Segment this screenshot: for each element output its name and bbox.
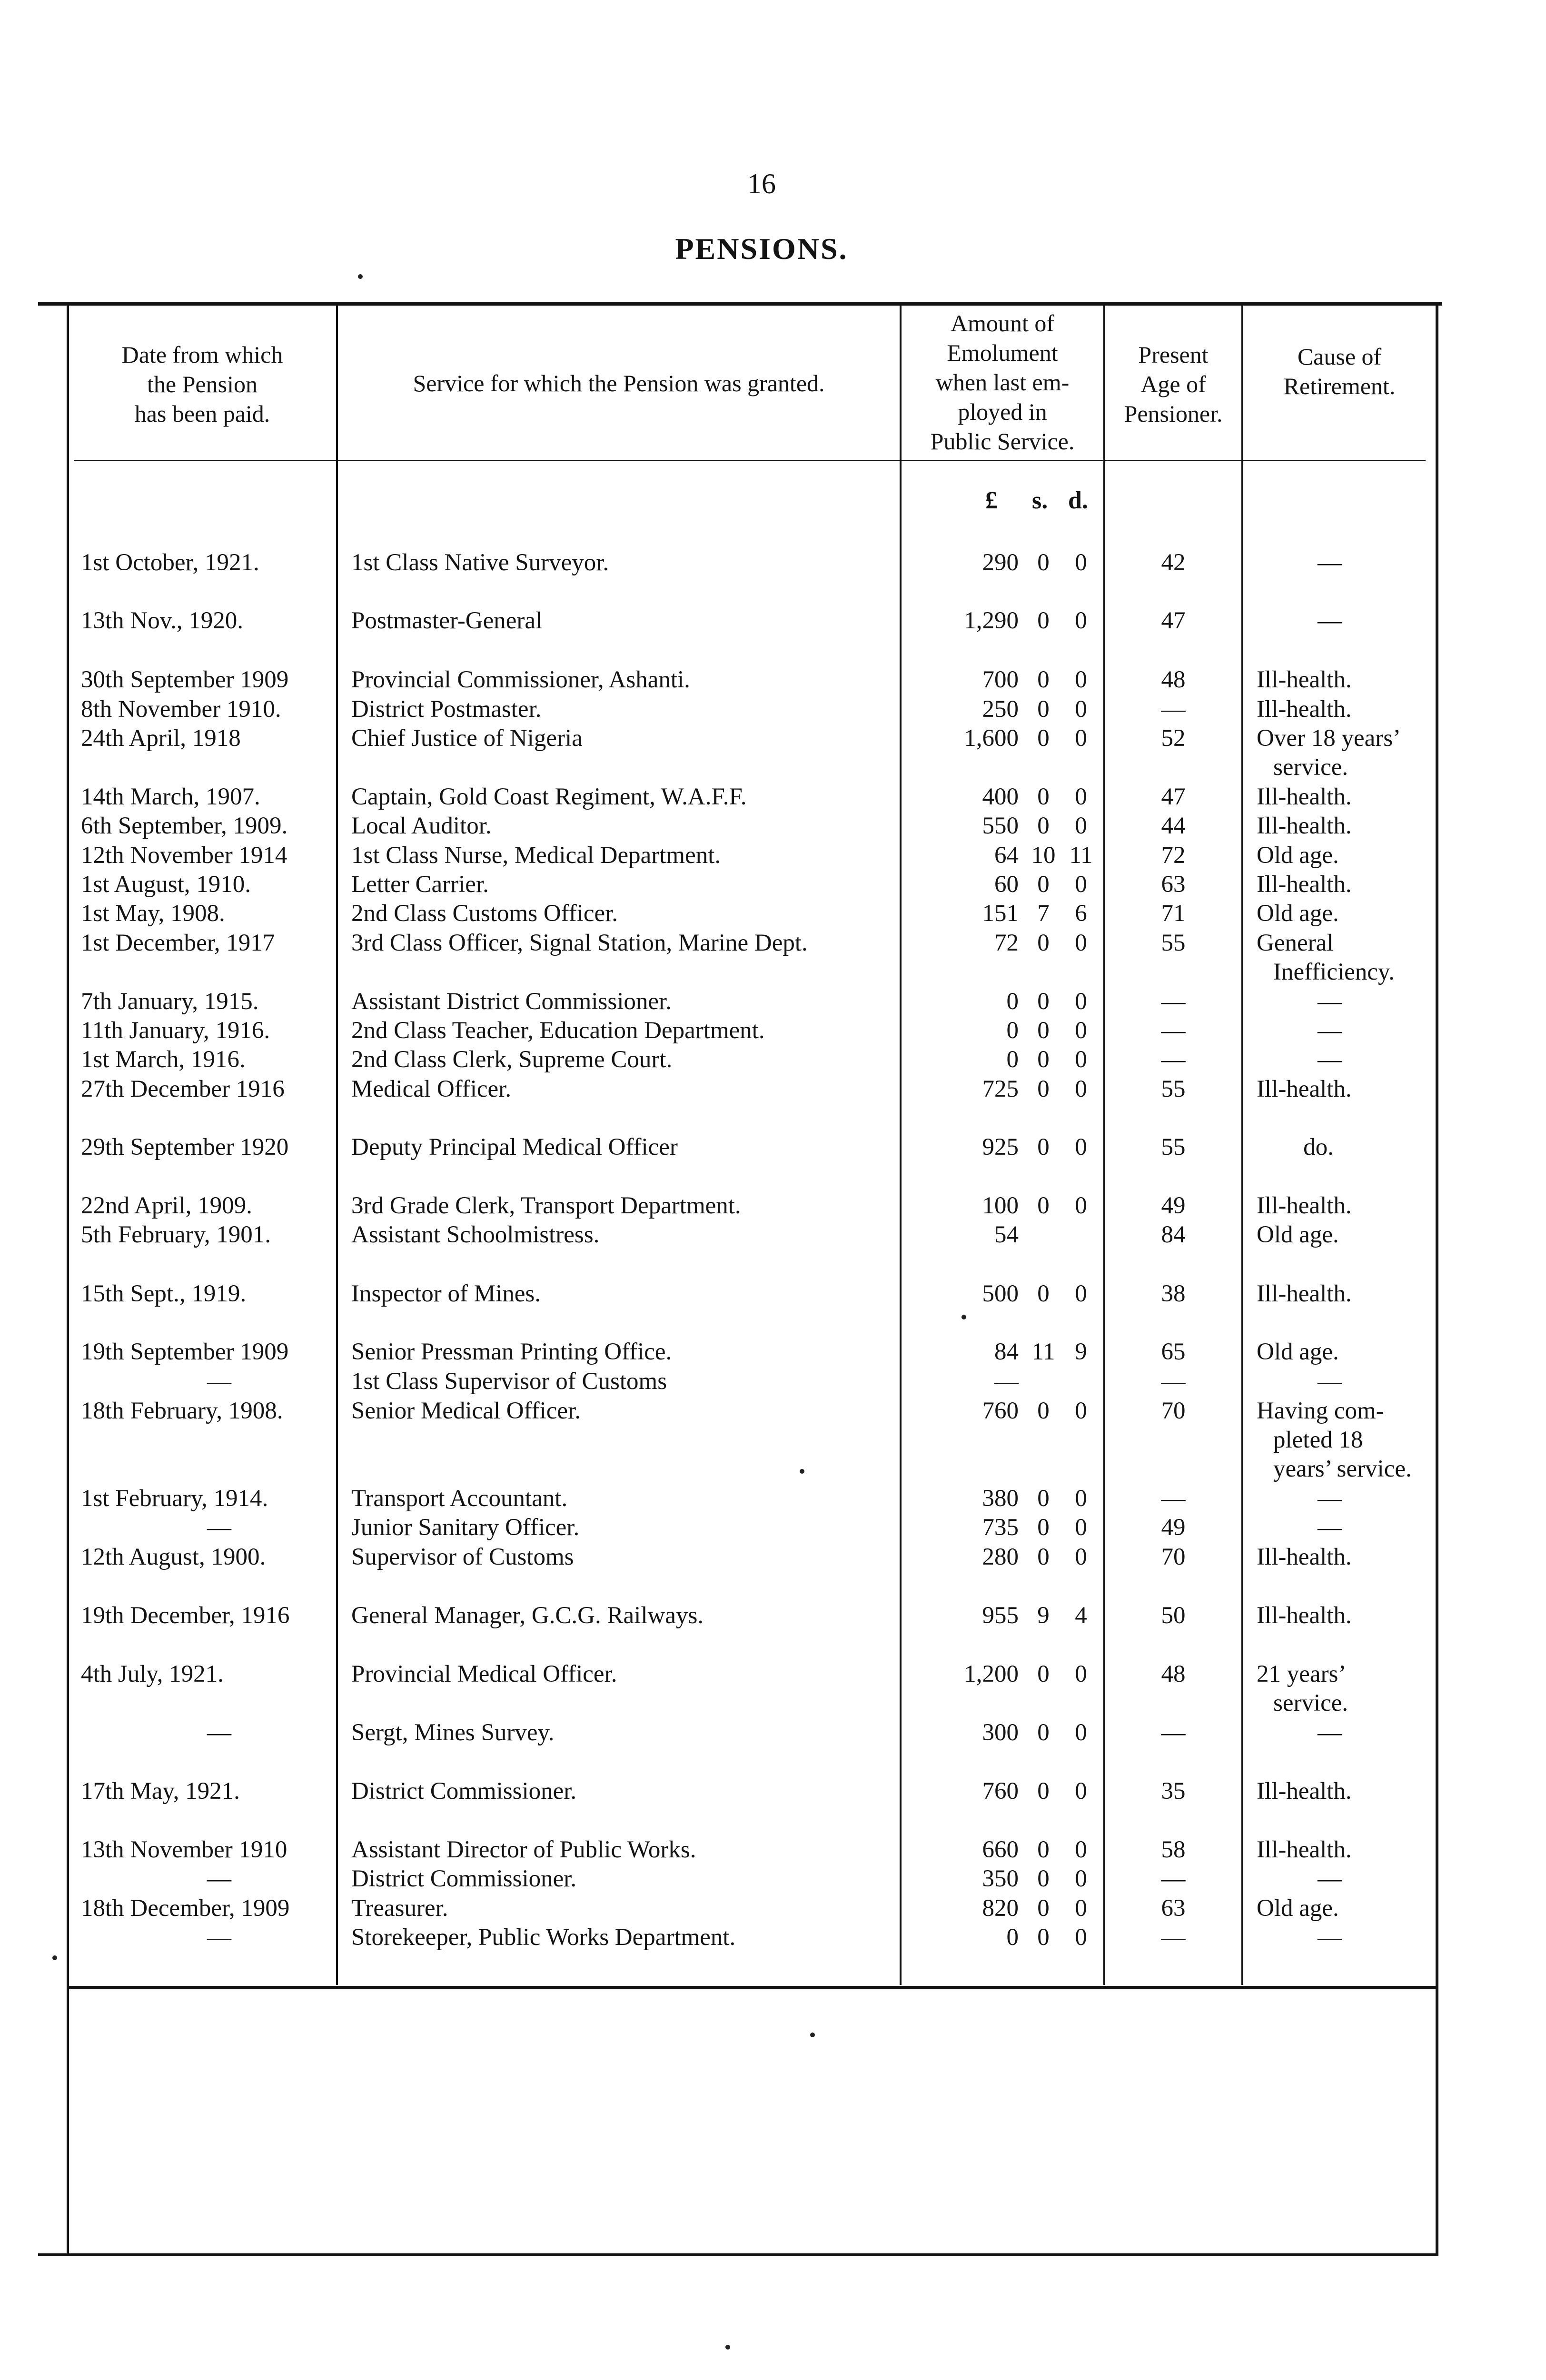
date-cell: 1st February, 1914.	[81, 1485, 268, 1512]
pounds-cell: 735	[982, 1514, 1019, 1541]
page-title: PENSIONS.	[675, 232, 848, 266]
header-line: when last em-	[935, 369, 1070, 396]
cause-cell: service.	[1273, 754, 1348, 781]
table-row	[0, 899, 1546, 928]
pence-cell: 0	[1075, 1134, 1087, 1160]
shillings-cell: 0	[1037, 696, 1050, 723]
shillings-cell: 0	[1037, 1192, 1050, 1219]
table-row	[0, 1835, 1546, 1864]
header-line: Present	[1138, 341, 1209, 368]
table-row	[0, 1016, 1546, 1045]
scan-speck	[800, 1469, 804, 1474]
cause-cell: Ill-health.	[1257, 1076, 1352, 1102]
pence-cell: 0	[1075, 988, 1087, 1015]
currency-shillings-label: s.	[1032, 487, 1048, 514]
pence-cell: 0	[1075, 1544, 1087, 1570]
cause-cell: service.	[1273, 1690, 1348, 1716]
pence-cell: 0	[1075, 1017, 1087, 1044]
pounds-cell: 1,600	[964, 725, 1019, 752]
age-cell: 70	[1161, 1398, 1186, 1424]
pence-cell: 0	[1075, 725, 1087, 752]
pounds-cell: 660	[982, 1836, 1019, 1863]
age-cell: —	[1161, 1046, 1186, 1073]
pence-cell: 0	[1075, 1719, 1087, 1746]
service-cell: Senior Medical Officer.	[351, 1398, 581, 1424]
scan-speck	[52, 1955, 57, 1960]
cause-cell: —	[1318, 1719, 1342, 1746]
pence-cell: 0	[1075, 607, 1087, 634]
age-cell: —	[1161, 988, 1186, 1015]
pence-cell: 0	[1075, 1836, 1087, 1863]
cause-cell: —	[1318, 1485, 1342, 1512]
shillings-cell: 10	[1031, 842, 1056, 869]
cause-cell: Having com-	[1257, 1398, 1384, 1424]
date-cell: 8th November 1910.	[81, 696, 281, 723]
age-cell: 42	[1161, 549, 1186, 576]
service-cell: Chief Justice of Nigeria	[351, 725, 583, 752]
pence-cell: 0	[1075, 696, 1087, 723]
service-cell: 3rd Grade Clerk, Transport Department.	[351, 1192, 741, 1219]
pence-cell: 6	[1075, 900, 1087, 927]
pounds-cell: 0	[1006, 1046, 1019, 1073]
age-cell: —	[1161, 1924, 1186, 1951]
shillings-cell: 0	[1037, 607, 1050, 634]
age-cell: 58	[1161, 1836, 1186, 1863]
header-line: Emolument	[947, 339, 1058, 366]
age-cell: —	[1161, 1485, 1186, 1512]
table-row	[0, 1601, 1546, 1630]
table-row	[0, 1279, 1546, 1308]
age-cell: 49	[1161, 1192, 1186, 1219]
pounds-cell: 820	[982, 1895, 1019, 1922]
shillings-cell: 9	[1037, 1602, 1050, 1629]
date-cell: —	[207, 1865, 231, 1892]
service-cell: District Postmaster.	[351, 696, 542, 723]
cause-cell: —	[1318, 1924, 1342, 1951]
header-line: Public Service.	[930, 428, 1075, 455]
pence-cell: 0	[1075, 1778, 1087, 1805]
date-cell: 5th February, 1901.	[81, 1221, 271, 1248]
table-row	[0, 1894, 1546, 1923]
date-cell: 12th August, 1900.	[81, 1544, 266, 1570]
age-cell: —	[1161, 1017, 1186, 1044]
shillings-cell: 0	[1037, 1134, 1050, 1160]
table-row	[0, 1718, 1546, 1747]
pounds-cell: 925	[982, 1134, 1019, 1160]
pounds-cell: 725	[982, 1076, 1019, 1102]
pounds-cell: 380	[982, 1485, 1019, 1512]
header-underline	[74, 460, 1426, 461]
table-row	[0, 1484, 1546, 1513]
scan-speck	[358, 274, 363, 279]
cause-cell: Over 18 years’	[1257, 725, 1401, 752]
table-row	[0, 1338, 1546, 1366]
age-cell: 55	[1161, 930, 1186, 956]
date-cell: 11th January, 1916.	[81, 1017, 270, 1044]
header-line: Age of	[1140, 371, 1206, 397]
shillings-cell: 0	[1037, 813, 1050, 839]
service-cell: 1st Class Native Surveyor.	[351, 549, 609, 576]
service-cell: Transport Accountant.	[351, 1485, 568, 1512]
currency-pence-label: d.	[1068, 487, 1088, 514]
service-cell: District Commissioner.	[351, 1778, 577, 1805]
pounds-cell: 280	[982, 1544, 1019, 1570]
shillings-cell: 0	[1037, 1485, 1050, 1512]
cause-cell: Ill-health.	[1257, 1280, 1352, 1307]
service-cell: General Manager, G.C.G. Railways.	[351, 1602, 704, 1629]
age-cell: 47	[1161, 783, 1186, 810]
pounds-cell: 1,200	[964, 1661, 1019, 1687]
pounds-cell: 350	[982, 1865, 1019, 1892]
age-cell: 71	[1161, 900, 1186, 927]
table-row	[0, 695, 1546, 724]
age-cell: 65	[1161, 1339, 1186, 1365]
table-row	[0, 987, 1546, 1016]
shillings-cell: 0	[1037, 1046, 1050, 1073]
header-amount	[902, 308, 1103, 456]
cause-cell: Old age.	[1257, 1339, 1339, 1365]
table-row	[0, 1075, 1546, 1103]
pounds-cell: 1,290	[964, 607, 1019, 634]
date-cell: 1st August, 1910.	[81, 871, 251, 898]
cause-cell: 21 years’	[1257, 1661, 1347, 1687]
shillings-cell: 0	[1037, 1924, 1050, 1951]
age-cell: 63	[1161, 871, 1186, 898]
service-cell: 2nd Class Clerk, Supreme Court.	[351, 1046, 673, 1073]
age-cell: 49	[1161, 1514, 1186, 1541]
pence-cell: 0	[1075, 666, 1087, 693]
age-cell: 48	[1161, 666, 1186, 693]
date-cell: —	[207, 1368, 231, 1395]
service-cell: 2nd Class Customs Officer.	[351, 900, 618, 927]
table-row	[0, 1864, 1546, 1893]
page-number: 16	[747, 168, 776, 199]
age-cell: 35	[1161, 1778, 1186, 1805]
cause-cell: do.	[1303, 1134, 1334, 1160]
currency-pounds-label: £	[985, 487, 998, 514]
pence-cell: 0	[1075, 783, 1087, 810]
age-cell: —	[1161, 1865, 1186, 1892]
pence-cell: 0	[1075, 1895, 1087, 1922]
header-service	[339, 368, 899, 398]
pounds-cell: 400	[982, 783, 1019, 810]
date-cell: 17th May, 1921.	[81, 1778, 240, 1805]
header-line: Cause of	[1297, 343, 1382, 370]
cause-cell: Ill-health.	[1257, 1544, 1352, 1570]
pence-cell: 0	[1075, 1076, 1087, 1102]
header-cause	[1243, 342, 1436, 401]
table-row	[0, 1220, 1546, 1249]
shillings-cell: 0	[1037, 1661, 1050, 1687]
service-cell: Letter Carrier.	[351, 871, 489, 898]
shillings-cell: 0	[1037, 930, 1050, 956]
shillings-cell: 0	[1037, 549, 1050, 576]
pence-cell: 4	[1075, 1602, 1087, 1629]
scan-speck	[961, 1315, 966, 1319]
table-row	[0, 1397, 1546, 1482]
cause-cell: Inefficiency.	[1273, 959, 1395, 985]
table-row	[0, 841, 1546, 870]
service-cell: Postmaster-General	[351, 607, 543, 634]
date-cell: 4th July, 1921.	[81, 1661, 224, 1687]
age-cell: 48	[1161, 1661, 1186, 1687]
pence-cell: 0	[1075, 1398, 1087, 1424]
shillings-cell: 0	[1037, 1017, 1050, 1044]
cause-cell: —	[1318, 1514, 1342, 1541]
service-cell: Deputy Principal Medical Officer	[351, 1134, 678, 1160]
table-row	[0, 1777, 1546, 1805]
shillings-cell: 0	[1037, 666, 1050, 693]
pence-cell: 0	[1075, 1485, 1087, 1512]
date-cell: 18th February, 1908.	[81, 1398, 283, 1424]
pounds-cell: 64	[994, 842, 1019, 869]
table-row	[0, 1133, 1546, 1161]
date-cell: 22nd April, 1909.	[81, 1192, 252, 1219]
header-line: Amount of	[950, 310, 1055, 337]
age-cell: —	[1161, 696, 1186, 723]
age-cell: —	[1161, 1368, 1186, 1395]
pence-cell: 9	[1075, 1339, 1087, 1365]
date-cell: 12th November 1914	[81, 842, 287, 869]
cause-cell: Ill-health.	[1257, 783, 1352, 810]
date-cell: —	[207, 1719, 231, 1746]
shillings-cell: 0	[1037, 725, 1050, 752]
age-cell: 70	[1161, 1544, 1186, 1570]
date-cell: 7th January, 1915.	[81, 988, 259, 1015]
table-row	[0, 929, 1546, 985]
cause-cell: Ill-health.	[1257, 666, 1352, 693]
pounds-cell: 550	[982, 813, 1019, 839]
table-row	[0, 1045, 1546, 1074]
shillings-cell: 0	[1037, 988, 1050, 1015]
table-row	[0, 1191, 1546, 1220]
date-cell: 1st October, 1921.	[81, 549, 259, 576]
shillings-cell: 0	[1037, 783, 1050, 810]
pounds-cell: 151	[982, 900, 1019, 927]
date-cell: 18th December, 1909	[81, 1895, 290, 1922]
pence-cell: 0	[1075, 813, 1087, 839]
service-cell: Treasurer.	[351, 1895, 448, 1922]
age-cell: 72	[1161, 842, 1186, 869]
pounds-cell: 760	[982, 1778, 1019, 1805]
age-cell: 38	[1161, 1280, 1186, 1307]
cause-cell: years’ service.	[1273, 1456, 1412, 1482]
pounds-cell: 60	[994, 871, 1019, 898]
age-cell: 50	[1161, 1602, 1186, 1629]
cause-cell: —	[1318, 1017, 1342, 1044]
service-cell: Supervisor of Customs	[351, 1544, 574, 1570]
pence-cell: 0	[1075, 1192, 1087, 1219]
date-cell: 19th September 1909	[81, 1339, 289, 1365]
shillings-cell: 0	[1037, 1836, 1050, 1863]
table-row	[0, 1513, 1546, 1542]
date-cell: 1st March, 1916.	[81, 1046, 246, 1073]
cause-cell: Ill-health.	[1257, 813, 1352, 839]
pounds-cell: 0	[1006, 1017, 1019, 1044]
pence-cell: 0	[1075, 1514, 1087, 1541]
pence-cell: 0	[1075, 1046, 1087, 1073]
shillings-cell: 0	[1037, 1895, 1050, 1922]
cause-cell: —	[1318, 607, 1342, 634]
shillings-cell: 7	[1037, 900, 1050, 927]
service-cell: Inspector of Mines.	[351, 1280, 541, 1307]
date-cell: 1st December, 1917	[81, 930, 275, 956]
cause-cell: Ill-health.	[1257, 1602, 1352, 1629]
header-line: Service for which the Pension was granted.	[413, 370, 825, 397]
table-row	[0, 812, 1546, 840]
pounds-cell: 250	[982, 696, 1019, 723]
age-cell: 84	[1161, 1221, 1186, 1248]
date-cell: 1st May, 1908.	[81, 900, 225, 927]
date-cell: 27th December 1916	[81, 1076, 285, 1102]
date-cell: 13th November 1910	[81, 1836, 287, 1863]
shillings-cell: 0	[1037, 1398, 1050, 1424]
header-line: the Pension	[147, 371, 258, 397]
age-cell: —	[1161, 1719, 1186, 1746]
header-line: Pensioner.	[1124, 400, 1223, 427]
cause-cell: Ill-health.	[1257, 1778, 1352, 1805]
date-cell: 15th Sept., 1919.	[81, 1280, 247, 1307]
date-cell: 30th September 1909	[81, 666, 289, 693]
pounds-cell: 760	[982, 1398, 1019, 1424]
page-bottom-rule	[38, 2253, 1438, 2256]
date-cell: 19th December, 1916	[81, 1602, 290, 1629]
service-cell: 1st Class Supervisor of Customs	[351, 1368, 667, 1395]
table-row	[0, 1660, 1546, 1716]
pence-cell: 0	[1075, 1865, 1087, 1892]
pounds-cell: 0	[1006, 1924, 1019, 1951]
cause-cell: —	[1318, 988, 1342, 1015]
age-cell: 44	[1161, 813, 1186, 839]
pounds-cell: 290	[982, 549, 1019, 576]
table-row	[0, 783, 1546, 811]
pence-cell: 0	[1075, 871, 1087, 898]
age-cell: 63	[1161, 1895, 1186, 1922]
age-cell: 47	[1161, 607, 1186, 634]
date-cell: —	[207, 1514, 231, 1541]
table-row	[0, 665, 1546, 694]
date-cell: 13th Nov., 1920.	[81, 607, 243, 634]
cause-cell: —	[1318, 1368, 1342, 1395]
table-row	[0, 1923, 1546, 1952]
table-row	[0, 606, 1546, 635]
table-row	[0, 724, 1546, 781]
service-cell: Junior Sanitary Officer.	[351, 1514, 580, 1541]
shillings-cell: 11	[1031, 1339, 1055, 1365]
age-cell: 52	[1161, 725, 1186, 752]
age-cell: 55	[1161, 1134, 1186, 1160]
header-line: Date from which	[121, 341, 283, 368]
shillings-cell: 0	[1037, 1719, 1050, 1746]
service-cell: Assistant Schoolmistress.	[351, 1221, 600, 1248]
header-line: Retirement.	[1283, 373, 1396, 399]
pounds-cell: 100	[982, 1192, 1019, 1219]
service-cell: Senior Pressman Printing Office.	[351, 1339, 672, 1365]
pence-cell: 0	[1075, 930, 1087, 956]
date-cell: 6th September, 1909.	[81, 813, 288, 839]
service-cell: Assistant District Commissioner.	[351, 988, 672, 1015]
table-row	[0, 1543, 1546, 1571]
service-cell: Local Auditor.	[351, 813, 492, 839]
table-row	[0, 870, 1546, 899]
service-cell: 2nd Class Teacher, Education Department.	[351, 1017, 765, 1044]
cause-cell: Ill-health.	[1257, 1836, 1352, 1863]
cause-cell: Old age.	[1257, 842, 1339, 869]
header-age	[1105, 340, 1241, 428]
shillings-cell: 0	[1037, 1514, 1050, 1541]
cause-cell: —	[1318, 1046, 1342, 1073]
header-date	[71, 340, 333, 428]
header-line: has been paid.	[134, 400, 270, 427]
service-cell: Sergt, Mines Survey.	[351, 1719, 555, 1746]
pence-cell: 0	[1075, 1280, 1087, 1307]
pounds-cell: 84	[994, 1339, 1019, 1365]
cause-cell: —	[1318, 549, 1342, 576]
cause-cell: Old age.	[1257, 1221, 1339, 1248]
date-cell: —	[207, 1924, 231, 1951]
pence-cell: 0	[1075, 549, 1087, 576]
pounds-cell: 500	[982, 1280, 1019, 1307]
pounds-cell: —	[994, 1368, 1019, 1395]
cause-cell: Ill-health.	[1257, 1192, 1352, 1219]
shillings-cell: 0	[1037, 871, 1050, 898]
date-cell: 14th March, 1907.	[81, 783, 260, 810]
service-cell: Captain, Gold Coast Regiment, W.A.F.F.	[351, 783, 747, 810]
pounds-cell: 700	[982, 666, 1019, 693]
service-cell: Assistant Director of Public Works.	[351, 1836, 696, 1863]
date-cell: 29th September 1920	[81, 1134, 289, 1160]
date-cell: 24th April, 1918	[81, 725, 241, 752]
table-bottom-rule	[67, 1986, 1438, 1989]
pounds-cell: 955	[982, 1602, 1019, 1629]
service-cell: Provincial Commissioner, Ashanti.	[351, 666, 690, 693]
service-cell: 1st Class Nurse, Medical Department.	[351, 842, 721, 869]
pence-cell: 0	[1075, 1661, 1087, 1687]
age-cell: 55	[1161, 1076, 1186, 1102]
scan-speck	[725, 2345, 730, 2350]
service-cell: Provincial Medical Officer.	[351, 1661, 617, 1687]
cause-cell: Ill-health.	[1257, 871, 1352, 898]
shillings-cell: 0	[1037, 1544, 1050, 1570]
cause-cell: Old age.	[1257, 900, 1339, 927]
shillings-cell: 0	[1037, 1865, 1050, 1892]
cause-cell: pleted 18	[1273, 1427, 1363, 1453]
service-cell: Medical Officer.	[351, 1076, 512, 1102]
cause-cell: General	[1257, 930, 1334, 956]
service-cell: Storekeeper, Public Works Department.	[351, 1924, 736, 1951]
pounds-cell: 0	[1006, 988, 1019, 1015]
scan-speck	[810, 2033, 815, 2037]
service-cell: District Commissioner.	[351, 1865, 577, 1892]
pounds-cell: 300	[982, 1719, 1019, 1746]
shillings-cell: 0	[1037, 1280, 1050, 1307]
table-row	[0, 1367, 1546, 1396]
table-row	[0, 548, 1546, 577]
table-top-rule	[38, 302, 1442, 306]
cause-cell: Old age.	[1257, 1895, 1339, 1922]
service-cell: 3rd Class Officer, Signal Station, Marine Dept.	[351, 930, 808, 956]
shillings-cell: 0	[1037, 1778, 1050, 1805]
cause-cell: Ill-health.	[1257, 696, 1352, 723]
pounds-cell: 72	[994, 930, 1019, 956]
header-line: ployed in	[958, 398, 1047, 425]
pounds-cell: 54	[994, 1221, 1019, 1248]
shillings-cell: 0	[1037, 1076, 1050, 1102]
cause-cell: —	[1318, 1865, 1342, 1892]
pence-cell: 11	[1069, 842, 1093, 869]
pence-cell: 0	[1075, 1924, 1087, 1951]
